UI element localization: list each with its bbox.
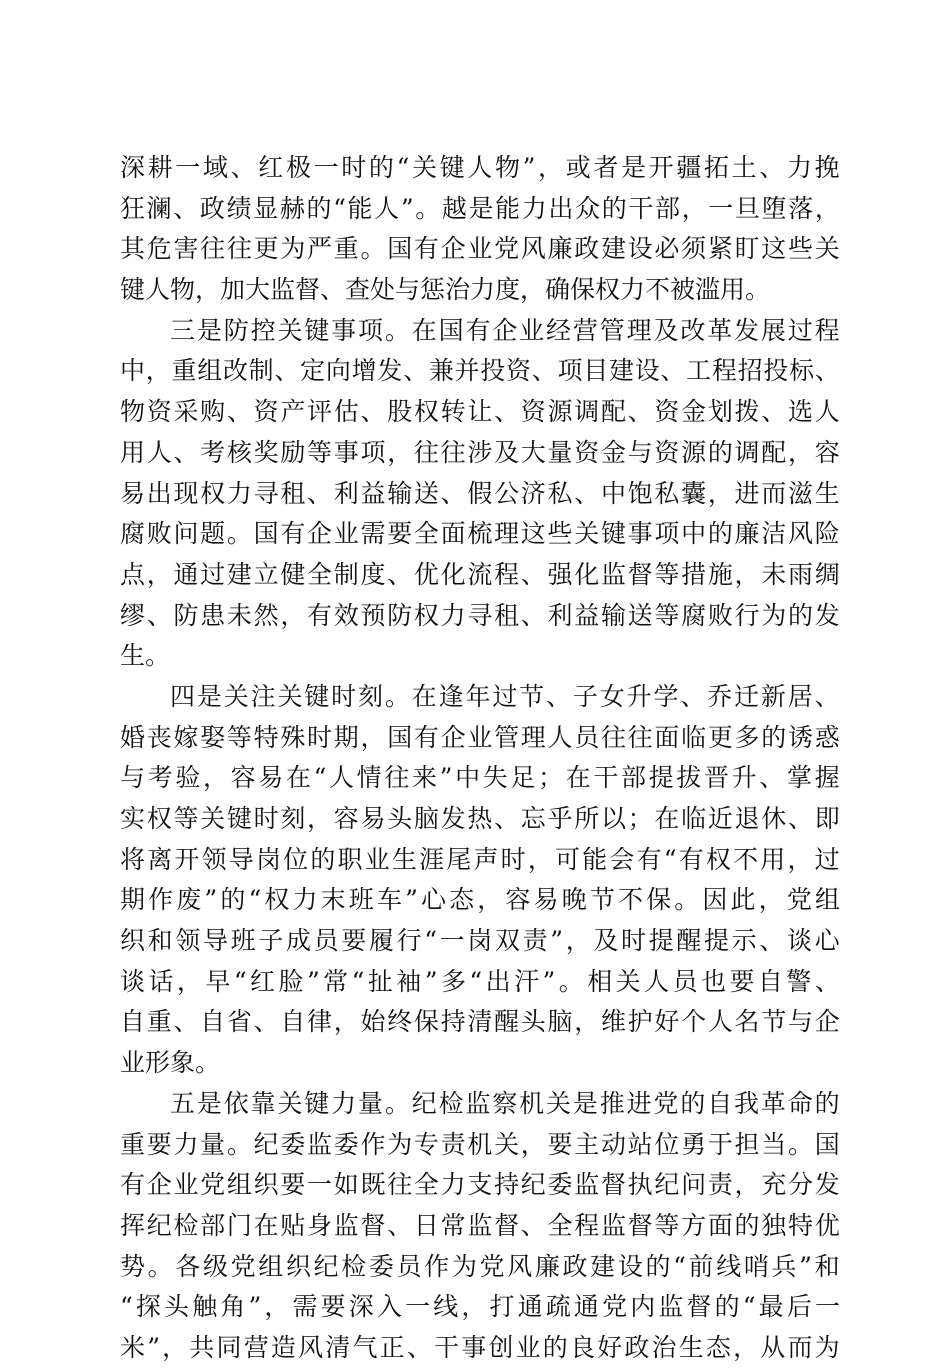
- text-line: 婚 丧 嫁 娶 等 特 殊 时 期 ， 国 有 企 业 管 理 人 员 往 往 面 临 更 多 的 诱 惑: [120, 722, 840, 752]
- text-line: 狂 澜 、 政 绩 显 赫 的 “ 能 人 ” 。 越 是 能 力 出 众 的 干 部 ， 一 旦 堕 落 ，: [120, 193, 840, 223]
- text-line: 自 重 、 自 省 、 自 律 ， 始 终 保 持 清 醒 头 脑 ， 维 护 好 个 人 名 节 与 企: [120, 1007, 840, 1037]
- text-line: “ 探 头 触 角 ” ， 需 要 深 入 一 线 ， 打 通 疏 通 党 内 监 督 的 “ 最 后 一: [120, 1292, 840, 1322]
- text-line: 将 离 开 领 导 岗 位 的 职 业 生 涯 尾 声 时 ， 可 能 会 有 “ 有 权 不 用 ， 过: [120, 844, 840, 874]
- text-line: 点 ， 通 过 建 立 健 全 制 度 、 优 化 流 程 、 强 化 监 督 等 措 施 ， 未 雨 绸: [120, 559, 840, 589]
- text-line: 实 权 等 关 键 时 刻 ， 容 易 头 脑 发 热 、 忘 乎 所 以 ； 在 临 近 退 休 、 即: [120, 804, 840, 833]
- text-line: 用 人 、 考 核 奖 励 等 事 项 ， 往 往 涉 及 大 量 资 金 与 资 源 的 调 配 ， 容: [120, 437, 840, 467]
- text-line: 势 。 各 级 党 组 织 纪 检 委 员 作 为 党 风 廉 政 建 设 的 “ 前 线 哨 兵 ” 和: [120, 1251, 840, 1281]
- text-line: 易 出 现 权 力 寻 租 、 利 益 输 送 、 假 公 济 私 、 中 饱 私 囊 ， 进 而 滋 生: [120, 478, 840, 508]
- text-line: 米 ” ， 共 同 营 造 风 清 气 正 、 干 事 创 业 的 良 好 政 治 生 态 ， 从 而 为: [120, 1332, 840, 1362]
- text-line: 业形象。: [120, 1048, 221, 1078]
- text-line: 四 是 关 注 关 键 时 刻 。 在 逢 年 过 节 、 子 女 升 学 、 乔 迁 新 居 、: [170, 681, 840, 711]
- text-line: 织 和 领 导 班 子 成 员 要 履 行 “ 一 岗 双 责 ” ， 及 时 提 醒 提 示 、 谈 心: [120, 926, 840, 956]
- text-line: 物 资 采 购 、 资 产 评 估 、 股 权 转 让 、 资 源 调 配 、 资 金 划 拨 、 选 人: [120, 397, 840, 427]
- text-line: 键人物，加大监督、查处与惩治力度，确保权力不被滥用。: [120, 275, 771, 305]
- text-line: 深 耕 一 域 、 红 极 一 时 的 “ 关 键 人 物 ” ， 或 者 是 开 疆 拓 土 、 力 挽: [120, 153, 840, 182]
- text-line: 其 危 害 往 往 更 为 严 重 。 国 有 企 业 党 风 廉 政 建 设 必 须 紧 盯 这 些 关: [120, 234, 840, 264]
- text-line: 谈 话 ， 早 “ 红 脸 ” 常 “ 扯 袖 ” 多 “ 出 汗 ” 。 相 关 人 员 也 要 自 警 、: [120, 966, 840, 996]
- text-line: 与 考 验 ， 容 易 在 “ 人 情 往 来 ” 中 失 足 ； 在 干 部 提 拔 晋 升 、 掌 握: [120, 763, 840, 793]
- text-line: 有 企 业 党 组 织 要 一 如 既 往 全 力 支 持 纪 委 监 督 执 纪 问 责 ， 充 分 发: [120, 1170, 840, 1200]
- text-line: 生。: [120, 641, 171, 671]
- text-line: 挥 纪 检 部 门 在 贴 身 监 督 、 日 常 监 督 、 全 程 监 督 等 方 面 的 独 特 优: [120, 1210, 840, 1240]
- text-line: 五 是 依 靠 关 键 力 量 。 纪 检 监 察 机 关 是 推 进 党 的 自 我 革 命 的: [170, 1088, 840, 1118]
- text-line: 腐 败 问 题 。 国 有 企 业 需 要 全 面 梳 理 这 些 关 键 事 项 中 的 廉 洁 风 险: [120, 519, 840, 549]
- text-line: 三 是 防 控 关 键 事 项 。 在 国 有 企 业 经 营 管 理 及 改 革 发 展 过 程: [170, 315, 840, 345]
- document-body: [120, 148, 840, 1369]
- text-line: 期 作 废 ” 的 “ 权 力 末 班 车 ” 心 态 ， 容 易 晚 节 不 保 。 因 此 ， 党 组: [120, 885, 840, 915]
- text-line: 中 ， 重 组 改 制 、 定 向 增 发 、 兼 并 投 资 、 项 目 建 设 、 工 程 招 投 标 、: [120, 356, 840, 386]
- text-line: 重 要 力 量 。 纪 委 监 委 作 为 专 责 机 关 ， 要 主 动 站 位 勇 于 担 当 。 国: [120, 1129, 840, 1159]
- text-line: 缪 、 防 患 未 然 ， 有 效 预 防 权 力 寻 租 、 利 益 输 送 等 腐 败 行 为 的 发: [120, 600, 840, 630]
